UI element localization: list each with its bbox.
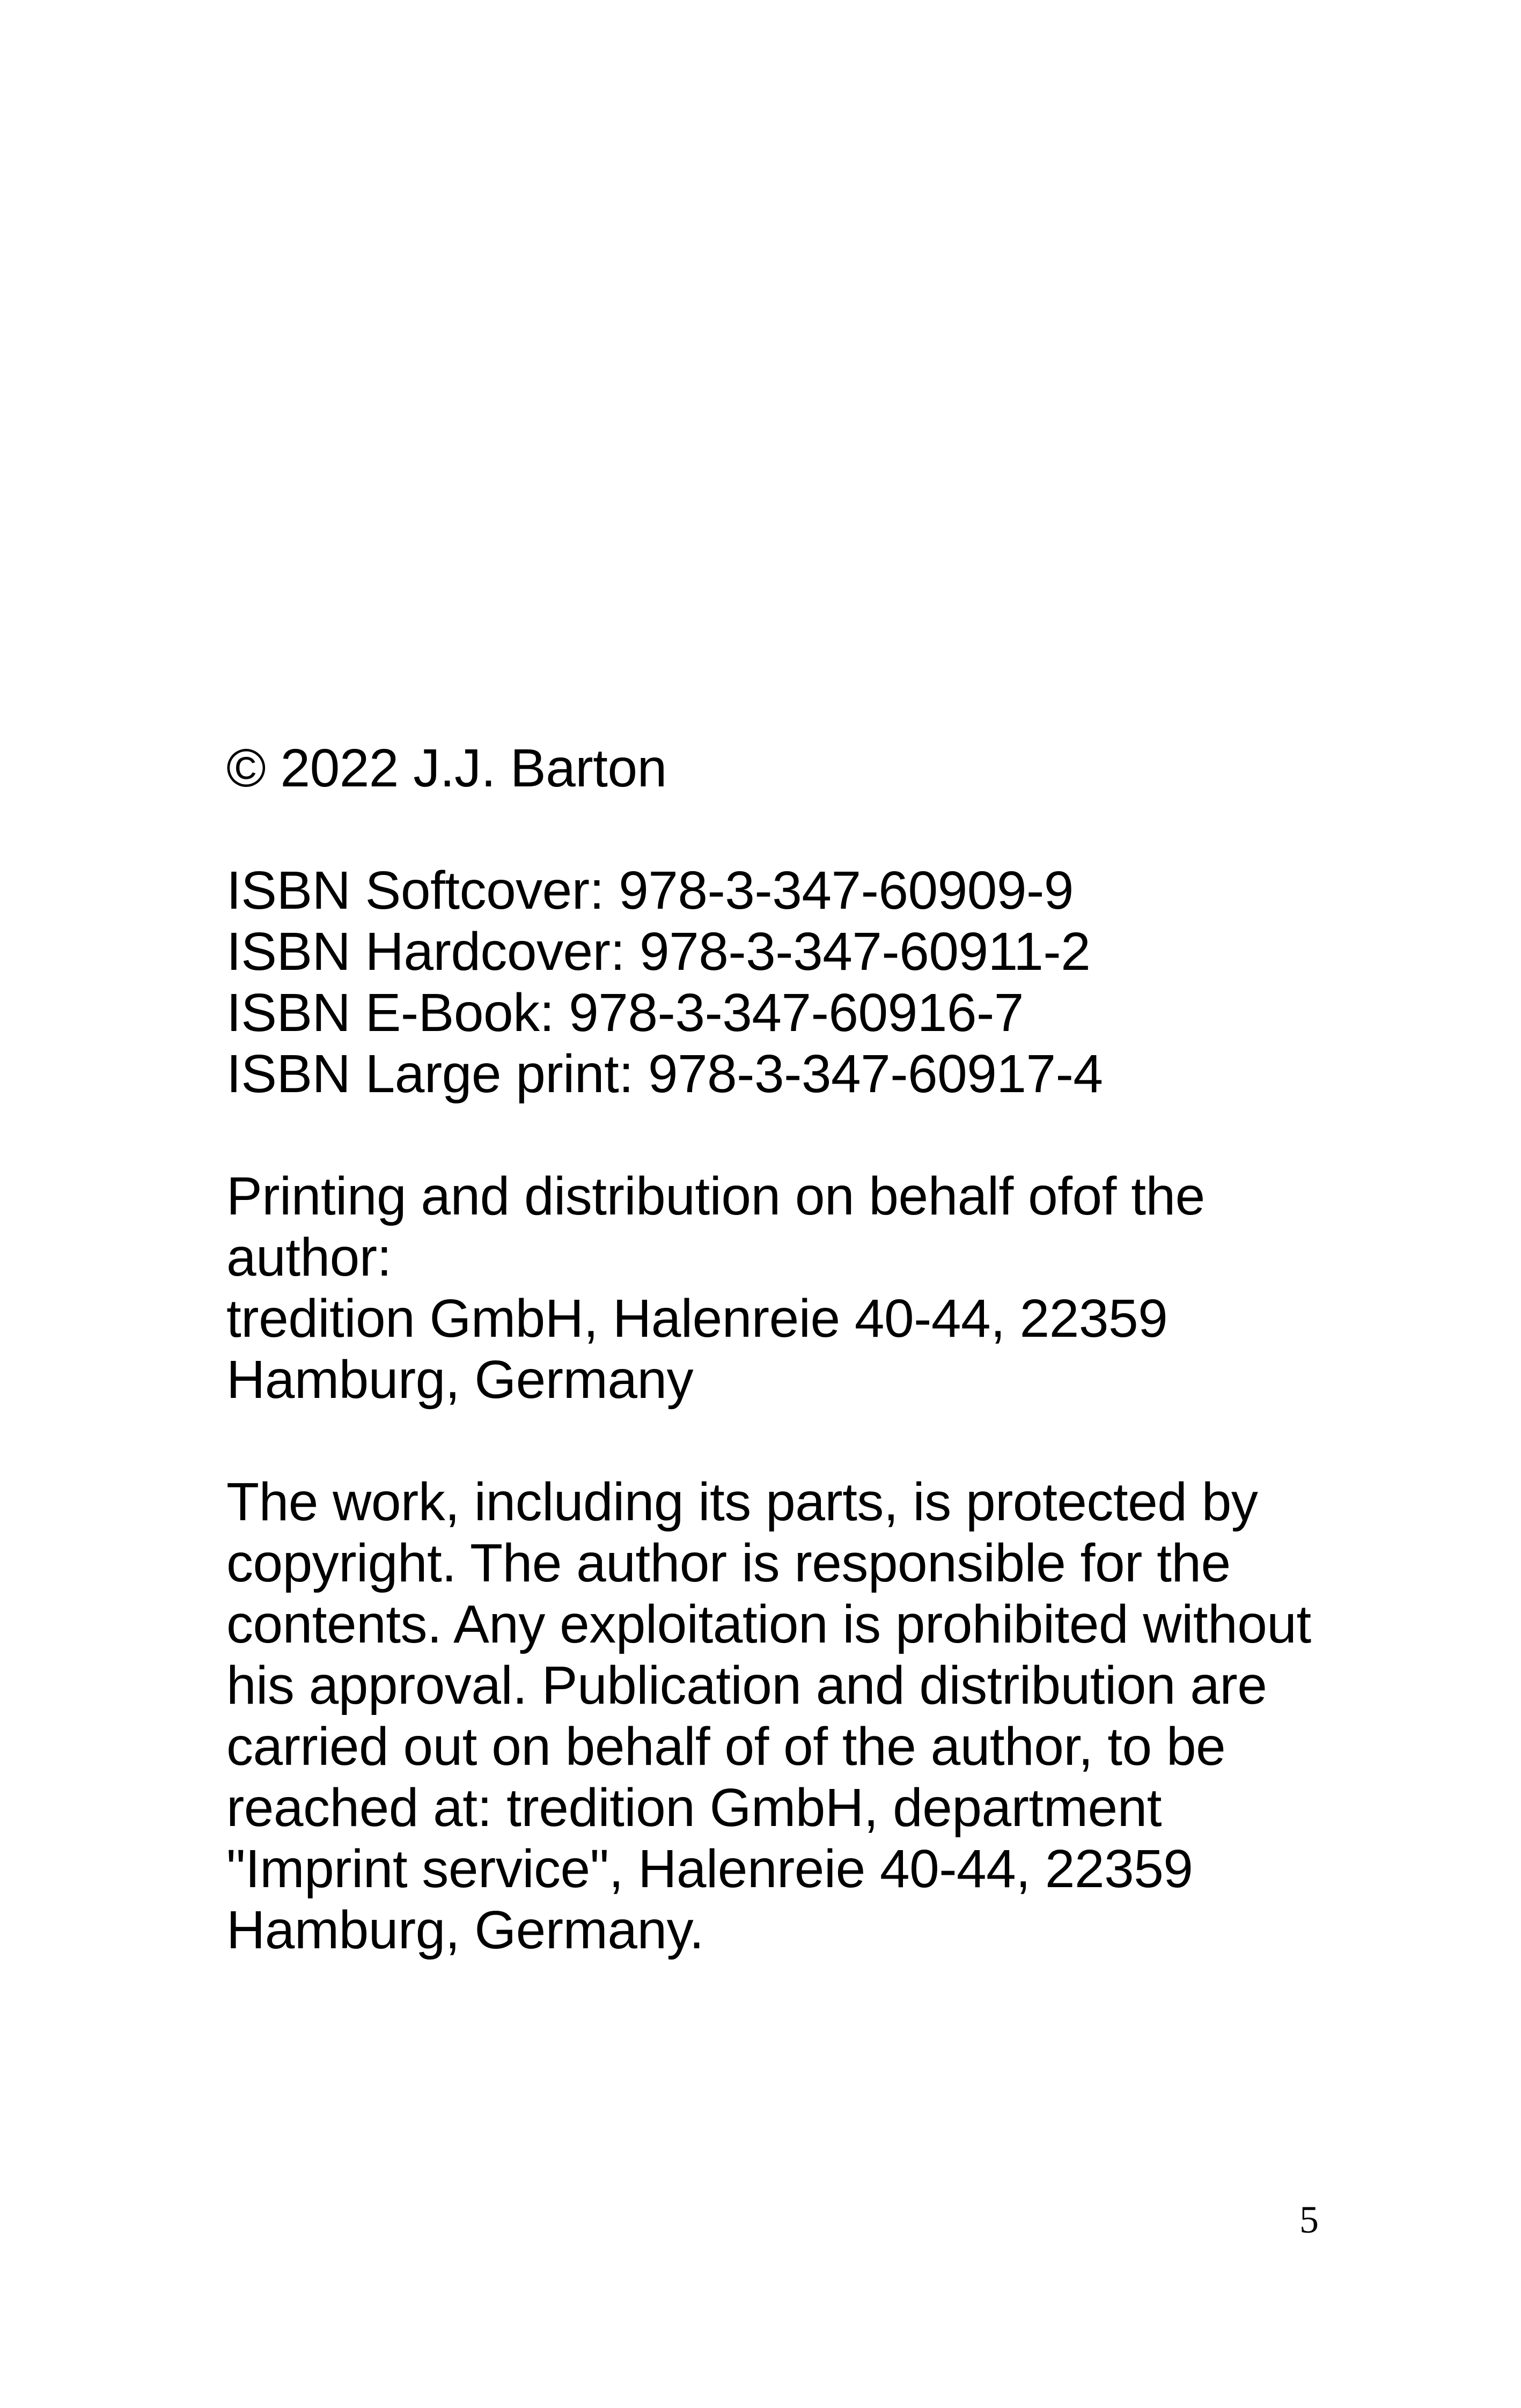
text-line: reached at: tredition GmbH, department: [226, 1778, 1162, 1838]
text-line: tredition GmbH, Halenreie 40-44, 22359: [226, 1288, 1168, 1349]
isbn-list: [226, 860, 1342, 1104]
text-line: his approval. Publication and distribution are: [226, 1655, 1267, 1715]
text-line: Hamburg, Germany.: [226, 1900, 704, 1960]
printing-distribution-paragraph: [226, 1166, 1342, 1410]
isbn-softcover: ISBN Softcover: 978-3-347-60909-9: [226, 860, 1074, 921]
text-line: carried out on behalf of of the author, to be: [226, 1717, 1226, 1777]
spacer: [226, 1410, 1342, 1471]
text-line: Hamburg, Germany: [226, 1350, 694, 1410]
text-line: author:: [226, 1227, 392, 1287]
text-line: contents. Any exploitation is prohibited without: [226, 1594, 1311, 1654]
page-number: 5: [1299, 2198, 1319, 2241]
isbn-ebook: ISBN E-Book: 978-3-347-60916-7: [226, 983, 1024, 1043]
imprint-block: [226, 738, 1342, 1961]
spacer: [226, 799, 1342, 860]
copyright-notice-paragraph: [226, 1471, 1342, 1961]
isbn-large-print: ISBN Large print: 978-3-347-60917-4: [226, 1044, 1103, 1104]
copyright-line: © 2022 J.J. Barton: [226, 738, 667, 798]
isbn-hardcover: ISBN Hardcover: 978-3-347-60911-2: [226, 922, 1091, 982]
spacer: [226, 1104, 1342, 1166]
text-line: The work, including its parts, is protected by: [226, 1472, 1258, 1532]
text-line: Printing and distribution on behalf ofof the: [226, 1166, 1205, 1226]
text-line: copyright. The author is responsible for the: [226, 1533, 1231, 1593]
text-line: "Imprint service", Halenreie 40-44, 22359: [226, 1839, 1193, 1899]
